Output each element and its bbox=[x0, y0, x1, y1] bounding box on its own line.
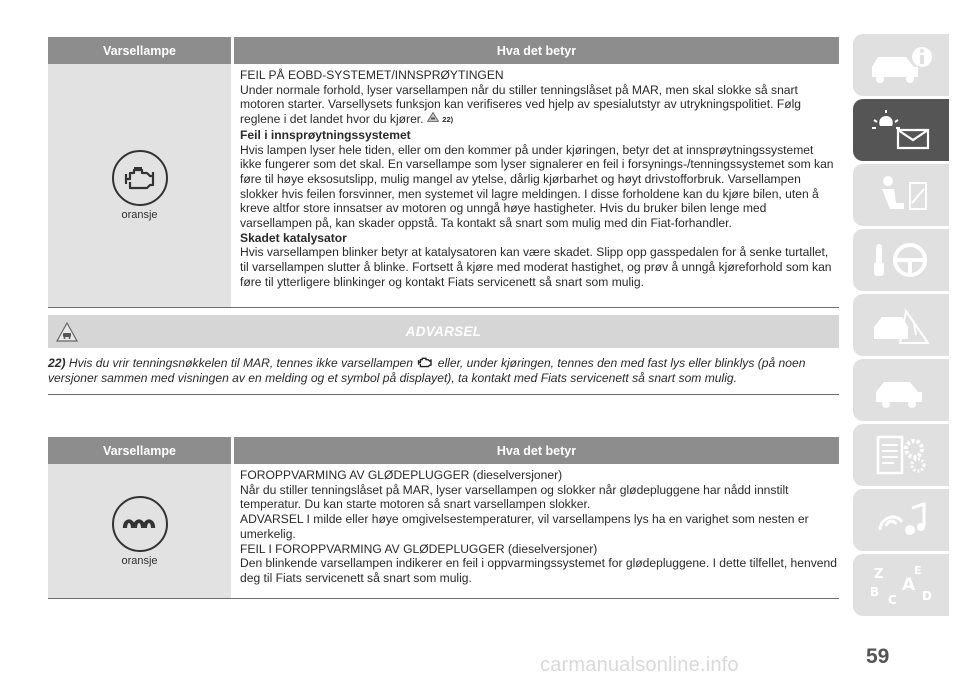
safety-airbag-icon bbox=[866, 173, 936, 217]
header-warning-light: Varsellampe bbox=[103, 43, 176, 58]
warning-car-icon bbox=[56, 322, 78, 342]
icon-color-label: oransje bbox=[121, 209, 158, 221]
car-maintenance-icon bbox=[866, 368, 936, 412]
paragraph: FOROPPVARMING AV GLØDEPLUGGER (dieselversjoner) bbox=[240, 468, 563, 482]
footnote-number: 22) bbox=[48, 356, 66, 370]
tab-starting-driving[interactable] bbox=[853, 229, 949, 291]
table-row bbox=[48, 464, 839, 599]
icon-cell bbox=[48, 464, 231, 598]
tab-car-info[interactable] bbox=[853, 34, 949, 96]
section-title: Skadet katalysator bbox=[240, 230, 347, 245]
engine-check-icon bbox=[416, 356, 434, 368]
tab-index[interactable] bbox=[853, 554, 949, 616]
meaning-cell bbox=[234, 64, 839, 307]
table-row bbox=[48, 64, 839, 308]
header-warning-light: Varsellampe bbox=[103, 443, 176, 458]
warning-triangle-icon bbox=[427, 112, 439, 122]
paragraph: Hvis lampen lyser hele tiden, eller om den kommer på under kjøringen, betyr det at innsprøytningssystemet ikke fungerer som det skal. En varsellampe som lyser signalerer en feil i forsynings-/tenningssystemet som kan føre til høye eksosutslipp, mulig mangel av ytelse, dårlig kjørbarhet og høyt drivstofforbruk. Varsellampen slokker hvis feilen forsvinner, men systemet vil lagre meldingen. I disse forholdene kan du kjøre bilen, uten å kreve altfor store innsatser av motoren og unngå høye hastigheter. Hvis du bruker bilen lenge med varsellampen på, kan skader oppstå. Ta kontakt så snart som mulig med din Fiat-forhandler. bbox=[240, 142, 834, 231]
chapter-tabs bbox=[853, 34, 949, 619]
multimedia-icon bbox=[866, 498, 936, 542]
tab-warning-lights[interactable] bbox=[853, 99, 949, 161]
paragraph: FEIL I FOROPPVARMING AV GLØDEPLUGGER (dieselversjoner) bbox=[240, 541, 598, 556]
warning-header bbox=[48, 315, 839, 348]
svg-text:E: E bbox=[914, 564, 922, 577]
svg-text:B: B bbox=[870, 585, 880, 599]
footnote-ref: 22) bbox=[442, 115, 454, 125]
glow-plug-icon bbox=[112, 496, 168, 552]
svg-text:Z: Z bbox=[874, 567, 884, 582]
warning-light-table-1 bbox=[48, 37, 839, 308]
tab-safety[interactable] bbox=[853, 164, 949, 226]
key-steering-wheel-icon bbox=[866, 238, 936, 282]
tab-technical-data[interactable] bbox=[853, 424, 949, 486]
footer-watermark: carmanualsonline.info bbox=[540, 654, 739, 676]
paragraph: ADVARSEL I milde eller høye omgivelsestemperaturer, vil varsellampens lys ha en varighet som nesten er umerkelig. bbox=[240, 512, 809, 541]
table-header bbox=[48, 37, 839, 64]
icon-cell bbox=[48, 64, 231, 307]
svg-text:C: C bbox=[888, 593, 897, 607]
page-number: 59 bbox=[866, 645, 890, 668]
paragraph: Når du stiller tenningslåset på MAR, lyser varsellampen og slokker når glødepluggene har nådd innstilt temperatur. Du kan starte motoren så snart varsellampen slokker. bbox=[240, 482, 789, 512]
meaning-cell bbox=[234, 464, 839, 598]
warning-lights-icon bbox=[866, 108, 936, 152]
warning-box bbox=[48, 315, 839, 395]
section-title: Feil i innsprøytningssystemet bbox=[240, 127, 411, 142]
header-meaning: Hva det betyr bbox=[496, 43, 577, 58]
paragraph: Under normale forhold, lyser varsellampen når du stiller tenningslåset på MAR, men skal slokke så snart motoren starter. Varsellysets funksjon kan verifiseres ved hjelp av spesialutstyr av utrykningspolitiet. Følg reglene i det landet hvor du kjører. 22) bbox=[240, 82, 802, 127]
warning-light-table-2 bbox=[48, 437, 839, 599]
tab-maintenance[interactable] bbox=[853, 359, 949, 421]
svg-text:D: D bbox=[922, 589, 932, 603]
technical-data-icon bbox=[866, 433, 936, 477]
car-info-icon bbox=[866, 43, 936, 87]
warning-text: 22) Hvis du vrir tenningsnøkkelen til MAR, tennes ikke varsellampen eller, under kjøringen, tennes den med fast lys eller blinklys (på noen versjoner sammen med visningen av en melding og et symbol på displayet), ta kontakt med Fiats servicenett så snart som mulig. bbox=[48, 348, 839, 395]
svg-text:A: A bbox=[902, 575, 916, 595]
paragraph: Hvis varsellampen blinker betyr at katalysatoren kan være skadet. Slipp opp gasspedalen for å senke turtallet, til varsellampen slutter å blinke. Fortsett å kjøre med moderat hastighet, og prøv å unngå kjøreforhold som kan føre til ytterligere blinkinger og kontakt Fiats servicenett så snart som mulig. bbox=[240, 245, 832, 289]
warning-title: ADVARSEL bbox=[405, 324, 482, 339]
tab-emergency[interactable] bbox=[853, 294, 949, 356]
table-header bbox=[48, 437, 839, 464]
section-title: FEIL PÅ EOBD-SYSTEMET/INNSPRØYTINGEN bbox=[240, 68, 504, 82]
tab-multimedia[interactable] bbox=[853, 489, 949, 551]
header-meaning: Hva det betyr bbox=[496, 443, 577, 458]
icon-color-label: oransje bbox=[121, 554, 158, 567]
paragraph: Den blinkende varsellampen indikerer en feil i oppvarmingssystemet for glødepluggene. I dette tilfellet, henvend deg til Fiats servicenett så snart som mulig. bbox=[240, 556, 837, 585]
emergency-icon bbox=[866, 303, 936, 347]
engine-check-icon bbox=[112, 150, 168, 206]
index-icon bbox=[866, 560, 936, 610]
